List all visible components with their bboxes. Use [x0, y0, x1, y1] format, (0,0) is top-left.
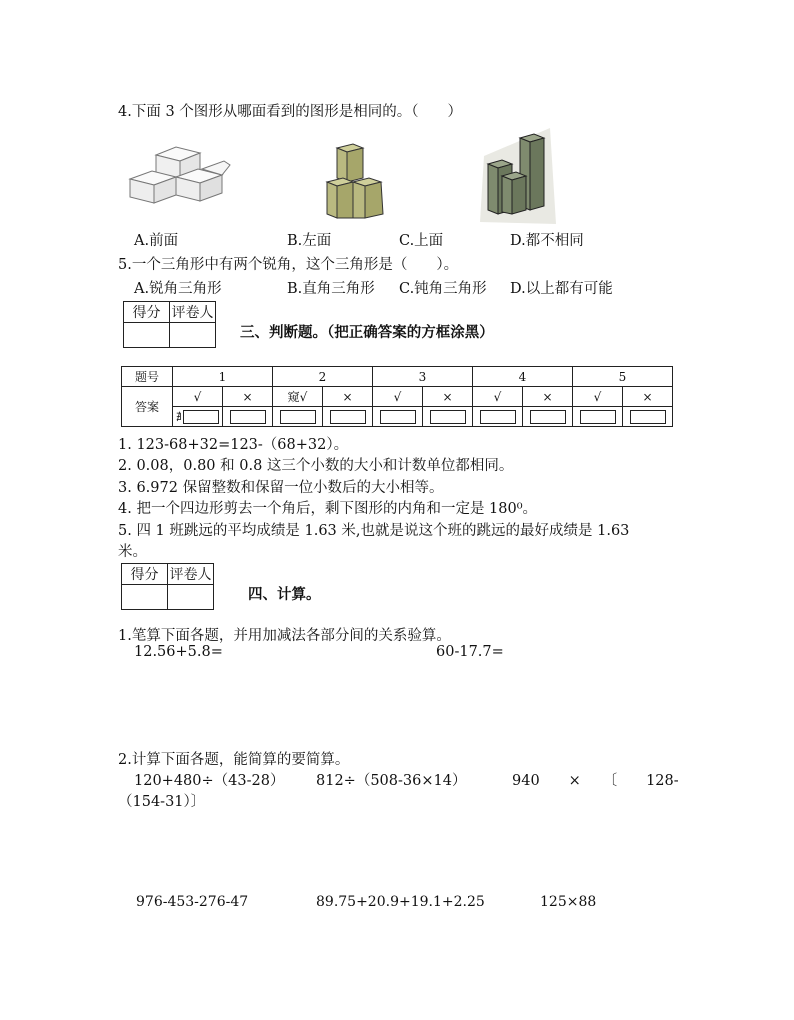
- cube-figure-a: [126, 145, 232, 205]
- answer-box-cell: [423, 407, 473, 427]
- judgment-item-3: 3. 6.972 保留整数和保留一位小数后的大小相等。: [118, 480, 444, 496]
- mark-3-false: ×: [423, 387, 473, 407]
- q5-option-d: D.以上都有可能: [510, 281, 613, 297]
- mark-2-true: 窥√: [273, 387, 323, 407]
- answer-box-cell: [473, 407, 523, 427]
- question-number-1: 1: [173, 367, 273, 387]
- question-number-4: 4: [473, 367, 573, 387]
- grader-cell[interactable]: [168, 585, 214, 610]
- answer-box-cell: [373, 407, 423, 427]
- score-cell[interactable]: [124, 323, 170, 348]
- calc-q1-expr-1: 12.56+5.8=: [134, 644, 223, 660]
- question-number-3: 3: [373, 367, 473, 387]
- question-number-2: 2: [273, 367, 373, 387]
- answer-box-3-true[interactable]: [380, 410, 416, 424]
- table-header-label: 题号: [122, 367, 173, 387]
- grader-label: 评卷人: [170, 302, 216, 323]
- score-label: 得分: [124, 302, 170, 323]
- answer-box-2-true[interactable]: [280, 410, 316, 424]
- mark-4-false: ×: [523, 387, 573, 407]
- mark-3-true: √: [373, 387, 423, 407]
- calc-q2-expr-3: 940 × 〔 128-: [512, 773, 679, 789]
- q5-text: 5.一个三角形中有两个锐角，这个三角形是（ ）。: [118, 257, 459, 273]
- calc-q2-expr-6: 125×88: [540, 894, 597, 910]
- score-box-section3: [123, 301, 216, 348]
- answer-box-5-false[interactable]: [630, 410, 666, 424]
- answer-box-4-false[interactable]: [530, 410, 566, 424]
- answer-box-cell: [523, 407, 573, 427]
- answer-box-cell: [323, 407, 373, 427]
- q4-option-a: A.前面: [134, 233, 179, 249]
- calc-q2-expr-1: 120+480÷（43-28）: [134, 773, 285, 789]
- answer-box-cell: [173, 407, 223, 427]
- judgment-item-4: 4. 把一个四边形剪去一个角后，剩下图形的内角和一定是 180⁰。: [118, 501, 538, 517]
- judgment-answer-table: [121, 366, 673, 427]
- judgment-item-5-cont: 米。: [118, 544, 147, 560]
- answer-box-4-true[interactable]: [480, 410, 516, 424]
- cube-figure-b: [325, 142, 387, 222]
- q5-option-c: C.钝角三角形: [399, 281, 487, 297]
- judgment-item-2: 2. 0.08，0.80 和 0.8 这三个小数的大小和计数单位都相同。: [118, 458, 514, 474]
- q4-option-d: D.都不相同: [510, 233, 584, 249]
- mark-1-false: ×: [223, 387, 273, 407]
- q5-option-b: B.直角三角形: [287, 281, 375, 297]
- answer-box-cell: [573, 407, 623, 427]
- q4-option-c: C.上面: [399, 233, 444, 249]
- section4-title: 四、计算。: [248, 586, 321, 603]
- score-cell[interactable]: [122, 585, 168, 610]
- grader-cell[interactable]: [170, 323, 216, 348]
- mark-4-true: √: [473, 387, 523, 407]
- stray-mark: ∄: [176, 412, 182, 424]
- calc-q2-text: 2.计算下面各题，能简算的要简算。: [118, 752, 350, 768]
- mark-2-false: ×: [323, 387, 373, 407]
- grader-label: 评卷人: [168, 564, 214, 585]
- judgment-item-1: 1. 123-68+32=123-（68+32）。: [118, 437, 349, 453]
- answer-box-2-false[interactable]: [330, 410, 366, 424]
- calc-q2-expr-3-cont: （154-31）〕: [118, 794, 206, 810]
- calc-q1-expr-2: 60-17.7=: [436, 644, 504, 660]
- section3-title: 三、判断题。（把正确答案的方框涂黑）: [240, 324, 494, 341]
- cube-figure-c: [478, 128, 558, 224]
- table-answer-label: 答案: [122, 387, 173, 427]
- calc-q2-expr-4: 976-453-276-47: [136, 894, 249, 910]
- answer-box-3-false[interactable]: [430, 410, 466, 424]
- calc-q2-expr-2: 812÷（508-36×14）: [316, 773, 467, 789]
- answer-box-1-false[interactable]: [230, 410, 266, 424]
- answer-box-cell: [623, 407, 673, 427]
- q5-option-a: A.锐角三角形: [134, 281, 222, 297]
- calc-q1-text: 1.笔算下面各题，并用加减法各部分间的关系验算。: [118, 628, 451, 644]
- mark-5-true: √: [573, 387, 623, 407]
- calc-q2-expr-5: 89.75+20.9+19.1+2.25: [316, 894, 485, 910]
- score-box-section4: [121, 563, 214, 610]
- score-label: 得分: [122, 564, 168, 585]
- answer-box-cell: [223, 407, 273, 427]
- q4-text: 4.下面 3 个图形从哪面看到的图形是相同的。（ ）: [118, 104, 463, 120]
- answer-box-cell: [273, 407, 323, 427]
- judgment-item-5: 5. 四 1 班跳远的平均成绩是 1.63 米,也就是说这个班的跳远的最好成绩是 1.63: [118, 523, 630, 539]
- mark-1-true: √: [173, 387, 223, 407]
- answer-box-1-true[interactable]: [183, 410, 219, 424]
- q4-option-b: B.左面: [287, 233, 332, 249]
- mark-5-false: ×: [623, 387, 673, 407]
- answer-box-5-true[interactable]: [580, 410, 616, 424]
- question-number-5: 5: [573, 367, 673, 387]
